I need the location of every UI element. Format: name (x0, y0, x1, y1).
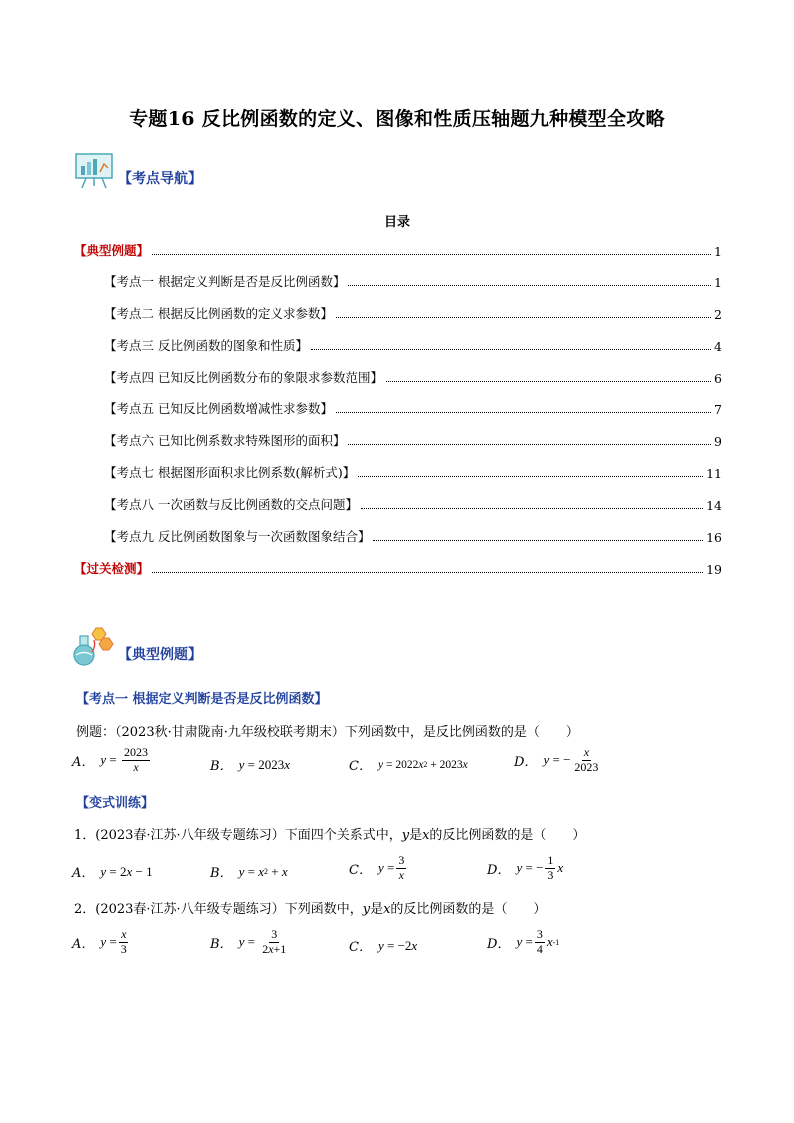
toc-row[interactable] (104, 368, 722, 386)
toc-leader (336, 412, 711, 413)
toc-row-text: 【考点三 反比例函数的图象和性质】 (104, 338, 308, 353)
toc-leader (361, 508, 703, 509)
toc-row-text: 【考点二 根据反比例函数的定义求参数】 (104, 306, 333, 321)
q1-option-d[interactable] (487, 854, 563, 883)
example-stem: 例题：（2023秋·甘肃陇南·九年级校联考期末）下列函数中，是反比例函数的是（ ） (76, 725, 579, 740)
math-expression: y = $\frac{3}{2x+1}$ (238, 927, 287, 956)
option-letter: A． (72, 754, 95, 770)
q2-option-c[interactable] (349, 936, 417, 955)
toc-row[interactable] (104, 463, 722, 481)
question-2-stem: 2．(2023春·江苏·八年级专题练习）下列函数中，y是x的反比例函数的是（ ） (74, 902, 547, 917)
toc-leader (358, 476, 703, 477)
variant-training-label: 【变式训练】 (76, 796, 155, 811)
toc-row-text: 【考点九 反比例函数图象与一次函数图象结合】 (104, 529, 371, 544)
toc-row[interactable] (104, 336, 722, 354)
math-expression: y = $\frac{3}{x}$ (377, 853, 405, 882)
toc-leader (386, 381, 711, 382)
math-expression: y = 2022 x 2 + 2023 x (377, 758, 468, 771)
toc-row[interactable] (104, 495, 722, 513)
point-one-heading: 【考点一 根据定义判断是否是反比例函数】 (76, 692, 328, 707)
option-letter: B． (210, 936, 233, 952)
toc-row-text: 【考点一 根据定义判断是否是反比例函数】 (104, 274, 346, 289)
toc-leader (311, 349, 711, 350)
q2-option-a[interactable] (72, 928, 131, 957)
example-option-c[interactable] (349, 755, 468, 774)
q1-option-c[interactable] (349, 854, 408, 883)
q1-option-a[interactable] (72, 862, 153, 881)
math-expression: y = 2023 x (238, 756, 290, 772)
toc-page-number: 14 (706, 498, 722, 513)
toc-heading: 目录 (383, 215, 410, 230)
toc-page-number: 1 (714, 244, 722, 259)
toc-row-text: 【典型例题】 (74, 243, 150, 258)
section-label: 【典型例题】 (118, 647, 202, 663)
math-expression: y = $\frac{x}{3}$ (100, 927, 127, 956)
math-expression: y = $\frac{2023}{x}$ (100, 745, 149, 774)
example-option-b[interactable] (210, 755, 290, 774)
q1-option-b[interactable] (210, 862, 288, 881)
nav-header (74, 150, 202, 190)
math-expression: y = x 2 + x (238, 863, 288, 879)
option-letter: C． (349, 940, 372, 955)
math-expression: y = 2 x − 1 (100, 863, 153, 879)
toc-leader (152, 254, 711, 255)
toc-page-number: 4 (714, 339, 722, 354)
math-expression: y = − 2 x (377, 937, 418, 953)
q2-option-d[interactable] (487, 928, 559, 957)
question-1-stem: 1．(2023春·江苏·八年级专题练习）下面四个关系式中，y是x的反比例函数的是（ ） (74, 828, 586, 843)
toc-page-number: 2 (714, 307, 722, 322)
toc-leader (348, 444, 711, 445)
toc-row[interactable] (104, 304, 722, 322)
toc-row-text: 【考点五 已知反比例函数增减性求参数】 (104, 401, 333, 416)
math-expression: y = − $\frac{x}{2023}$ (543, 745, 599, 774)
q2-option-b[interactable] (210, 928, 290, 957)
option-letter: C． (349, 862, 372, 878)
toc-leader (348, 285, 711, 286)
toc-page-number: 11 (706, 466, 722, 481)
example-option-d[interactable] (514, 746, 602, 775)
example-option-a[interactable] (72, 746, 152, 775)
toc-row-text: 【考点四 已知反比例函数分布的象限求参数范围】 (104, 370, 383, 385)
toc-row[interactable] (104, 399, 722, 417)
toc-page-number: 1 (714, 275, 722, 290)
section-header (72, 626, 202, 666)
toc-page-number: 6 (714, 371, 722, 386)
nav-label: 【考点导航】 (118, 171, 202, 187)
option-letter: A． (72, 866, 95, 881)
math-expression: y = − $\frac{1}{3}$ x (516, 853, 564, 882)
toc-row-text: 【考点八 一次函数与反比例函数的交点问题】 (104, 497, 358, 512)
option-letter: B． (210, 866, 233, 881)
toc-row-text: 【考点七 根据图形面积求比例系数(解析式)】 (104, 465, 356, 480)
toc-page-number: 16 (706, 530, 722, 545)
option-letter: B． (210, 759, 233, 774)
toc-row[interactable] (74, 241, 722, 259)
toc-leader (152, 572, 703, 573)
presentation-board-icon (74, 150, 114, 190)
toc-row[interactable] (104, 431, 722, 449)
toc-row[interactable] (74, 559, 722, 577)
toc-leader (336, 317, 711, 318)
flask-icon (72, 626, 114, 666)
math-expression: y = $\frac{3}{4}$ x -1 (516, 927, 560, 956)
toc-page-number: 19 (706, 562, 722, 577)
option-letter: C． (349, 759, 372, 774)
option-letter: A． (72, 936, 95, 952)
option-letter: D． (487, 862, 511, 878)
toc-leader (373, 540, 703, 541)
toc-row-text: 【过关检测】 (74, 561, 150, 576)
toc-page-number: 7 (714, 402, 722, 417)
toc-page-number: 9 (714, 434, 722, 449)
toc-row-text: 【考点六 已知比例系数求特殊图形的面积】 (104, 433, 346, 448)
option-letter: D． (514, 754, 538, 770)
option-letter: D． (487, 936, 511, 952)
toc-row[interactable] (104, 527, 722, 545)
page-title: 专题16 反比例函数的定义、图像和性质压轴题九种模型全攻略 (129, 108, 665, 130)
toc-row[interactable] (104, 272, 722, 290)
